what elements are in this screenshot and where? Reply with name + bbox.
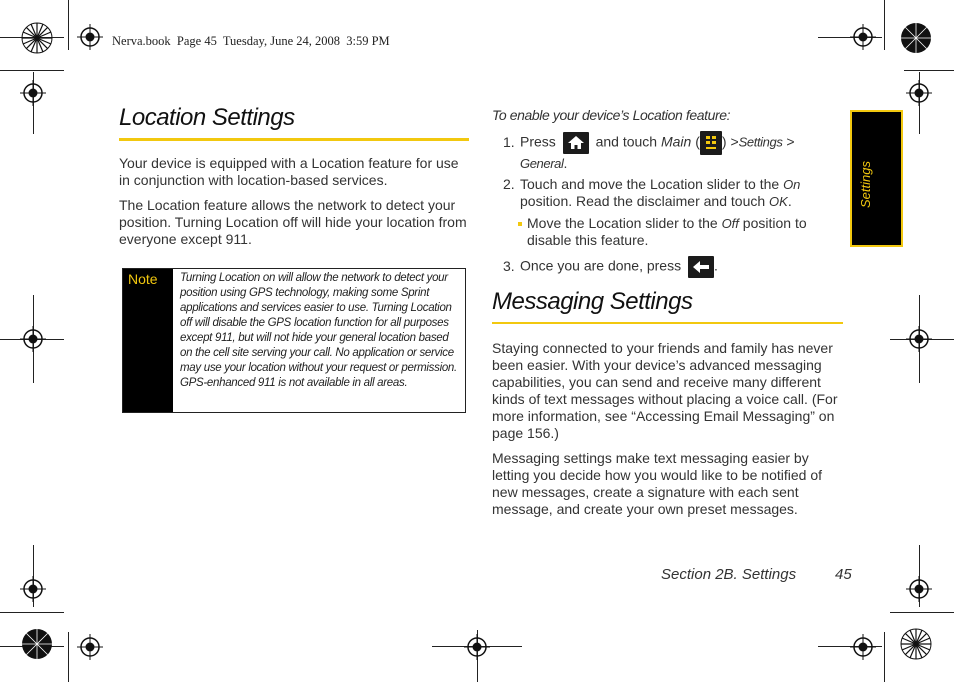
paren-open: ( bbox=[695, 133, 700, 150]
registration-target-icon bbox=[906, 326, 932, 352]
messaging-para-1: Staying connected to your friends and family has never been easier. With your device’s advanced messaging capabilities, you can send and receive many different kinds of text messages without placing a voice call. (For more information, see “Accessing Email Messaging” on page 156.) bbox=[492, 340, 838, 441]
page-header: Nerva.book Page 45 Tuesday, June 24, 2008 3:59 PM bbox=[112, 34, 390, 48]
messaging-para-2: Messaging settings make text messaging easier by letting you decide how you would like to be notified of new messages, create a signature with each sent message, and create your own preset messages. bbox=[492, 450, 822, 517]
note-text: Turning Location on will allow the network to detect your position using GPS technology, making some Sprint applications and services easier to use. Turning Location off will disable the GPS location function for all purposes except 911, but will not hide your general location based on the cell site serving your call. No application or service may use your location without your request or permission. GPS-enhanced 911 is not available in all areas. bbox=[180, 272, 457, 389]
step-3-text: Once you are done, press bbox=[520, 257, 682, 274]
crop-line bbox=[0, 612, 64, 613]
note-box bbox=[122, 268, 466, 413]
step-2 bbox=[520, 176, 820, 210]
chevron-separator: > bbox=[786, 133, 795, 150]
period: . bbox=[714, 257, 718, 274]
star-target-icon bbox=[900, 22, 932, 54]
settings-label: Settings bbox=[738, 134, 783, 150]
home-icon bbox=[563, 132, 589, 154]
registration-target-icon bbox=[20, 576, 46, 602]
registration-target-icon bbox=[20, 80, 46, 106]
step-2-text-b: position. Read the disclaimer and touch bbox=[520, 193, 766, 209]
paren-close: ) bbox=[721, 133, 727, 150]
location-settings-title: Location Settings bbox=[119, 104, 295, 131]
chevron-separator: > bbox=[730, 133, 739, 150]
registration-target-icon bbox=[906, 80, 932, 106]
period: . bbox=[563, 155, 568, 171]
star-target-icon bbox=[21, 628, 53, 660]
main-menu-icon bbox=[700, 131, 722, 155]
period: . bbox=[787, 193, 792, 209]
star-target-icon bbox=[900, 628, 932, 660]
main-label: Main bbox=[660, 133, 692, 150]
enable-intro: To enable your device’s Location feature: bbox=[492, 107, 731, 123]
registration-target-icon bbox=[850, 24, 876, 50]
step-number: 2. bbox=[503, 176, 515, 192]
bullet-text-a: Move the Location slider to the bbox=[527, 215, 718, 231]
step-number: 1. bbox=[503, 134, 515, 150]
crop-line bbox=[68, 0, 69, 50]
bullet-text-b: position to disable this feature. bbox=[527, 215, 807, 248]
title-rule bbox=[119, 138, 469, 141]
side-tab-label: Settings bbox=[858, 161, 873, 208]
step-1-press: Press bbox=[520, 133, 556, 150]
step-number: 3. bbox=[503, 258, 515, 274]
registration-target-icon bbox=[906, 576, 932, 602]
step-1 bbox=[520, 131, 820, 172]
general-label: General bbox=[520, 156, 564, 171]
registration-target-icon bbox=[20, 326, 46, 352]
bullet-item bbox=[527, 215, 827, 249]
registration-target-icon bbox=[77, 634, 103, 660]
registration-target-icon bbox=[77, 24, 103, 50]
star-target-icon bbox=[21, 22, 53, 54]
bullet-marker bbox=[518, 222, 522, 226]
step-3 bbox=[520, 256, 820, 278]
location-para-2: The Location feature allows the network to detect your position. Turning Location off will hide your location from everyone except 911. bbox=[119, 197, 467, 247]
location-para-1: Your device is equipped with a Location feature for use in conjunction with location-based services. bbox=[119, 155, 459, 188]
right-body bbox=[492, 340, 844, 518]
step-1-and-touch: and touch bbox=[595, 133, 658, 150]
off-label: Off bbox=[721, 216, 739, 231]
registration-target-icon bbox=[464, 634, 490, 660]
back-arrow-icon bbox=[688, 256, 714, 278]
registration-target-icon bbox=[850, 634, 876, 660]
messaging-settings-title: Messaging Settings bbox=[492, 288, 693, 315]
note-label: Note bbox=[123, 269, 173, 412]
section-side-tab bbox=[850, 110, 903, 247]
crop-line bbox=[68, 632, 69, 682]
step-2-text-a: Touch and move the Location slider to the bbox=[520, 176, 780, 192]
crop-line bbox=[884, 0, 885, 50]
crop-line bbox=[890, 612, 954, 613]
footer-section: Section 2B. Settings bbox=[661, 566, 797, 583]
crop-line bbox=[884, 632, 885, 682]
crop-line bbox=[0, 70, 64, 71]
on-label: On bbox=[783, 177, 801, 192]
page-number: 45 bbox=[835, 566, 852, 583]
left-body bbox=[119, 155, 469, 248]
title-rule bbox=[492, 322, 843, 324]
crop-line bbox=[904, 70, 954, 71]
ok-label: OK bbox=[769, 194, 788, 209]
